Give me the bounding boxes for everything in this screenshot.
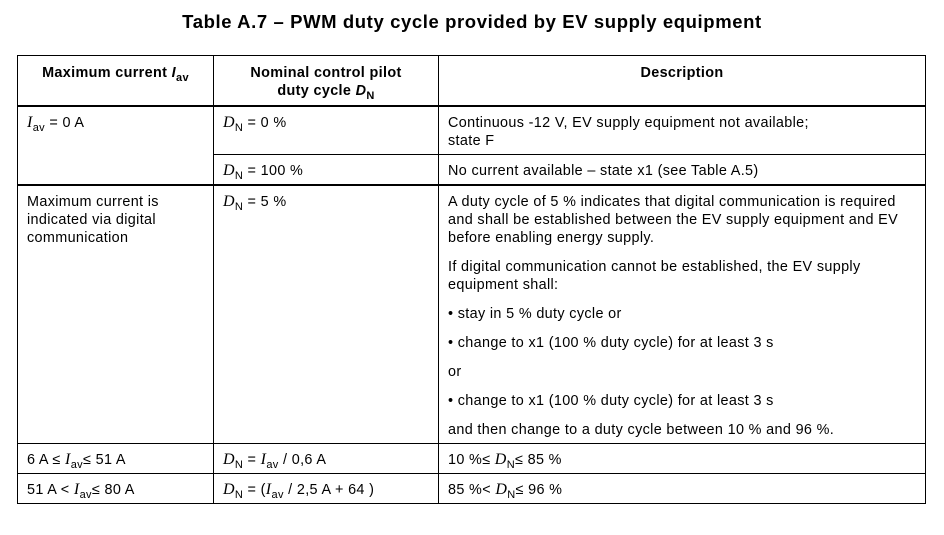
cell-desc-no-current: No current available – state x1 (see Table A.5) xyxy=(439,155,926,186)
desc-paragraph: and then change to a duty cycle between 10 % and 96 %. xyxy=(448,422,835,438)
table-title: Table A.7 – PWM duty cycle provided by EV supply equipment xyxy=(182,11,762,32)
cell-desc-state-f: Continuous -12 V, EV supply equipment not available; state F xyxy=(439,106,926,155)
table-row xyxy=(18,185,926,444)
table-row xyxy=(18,474,926,504)
cell-duty-formula-1: $D_N = I_{av} / 0,6$ A xyxy=(214,444,439,474)
cell-current-6-51: 6 $A \le I_{av}\le 51$ A xyxy=(18,444,214,474)
cell-current-51-80: 51 $A < I_{av}\le 80$ A xyxy=(18,474,214,504)
cell-desc-digital xyxy=(439,185,926,444)
cell-duty-hundred: $D_N = 100$ % xyxy=(214,155,439,186)
desc-bullet: • stay in 5 % duty cycle or xyxy=(448,306,622,322)
duty-cycle-table xyxy=(17,55,926,504)
cell-duty-five: $D_N = 5$ % xyxy=(214,185,439,444)
desc-paragraph: or xyxy=(448,364,462,380)
cell-current-zero: $I_{av} = 0$ A xyxy=(18,106,214,185)
table-row xyxy=(18,106,926,155)
desc-paragraph: If digital communication cannot be established, the EV supply equipment shall: xyxy=(448,259,861,293)
header-max-current: Maximum current $I_{av}$ xyxy=(18,56,214,107)
header-description: Description xyxy=(439,56,926,107)
desc-bullet: • change to x1 (100 % duty cycle) for at least 3 s xyxy=(448,335,774,351)
table-row xyxy=(18,444,926,474)
desc-bullet: • change to x1 (100 % duty cycle) for at least 3 s xyxy=(448,393,774,409)
cell-duty-zero: $D_N = 0$ % xyxy=(214,106,439,155)
cell-current-digital: Maximum current is indicated via digital communication xyxy=(18,185,214,444)
header-row xyxy=(18,56,926,107)
cell-duty-formula-2: $D_N = (I_{av} / 2,5$ A + 64 ) xyxy=(214,474,439,504)
cell-desc-range-1: 10 %≤ $D_N\le 85$ % xyxy=(439,444,926,474)
header-duty-cycle: Nominal control pilot duty cycle $D_N$ xyxy=(214,56,439,107)
cell-desc-range-2: 85 %< $D_N\le 96$ % xyxy=(439,474,926,504)
desc-paragraph: A duty cycle of 5 % indicates that digital communication is required and shall be established between the EV supply equipment and EV before enabling energy supply. xyxy=(448,194,899,246)
